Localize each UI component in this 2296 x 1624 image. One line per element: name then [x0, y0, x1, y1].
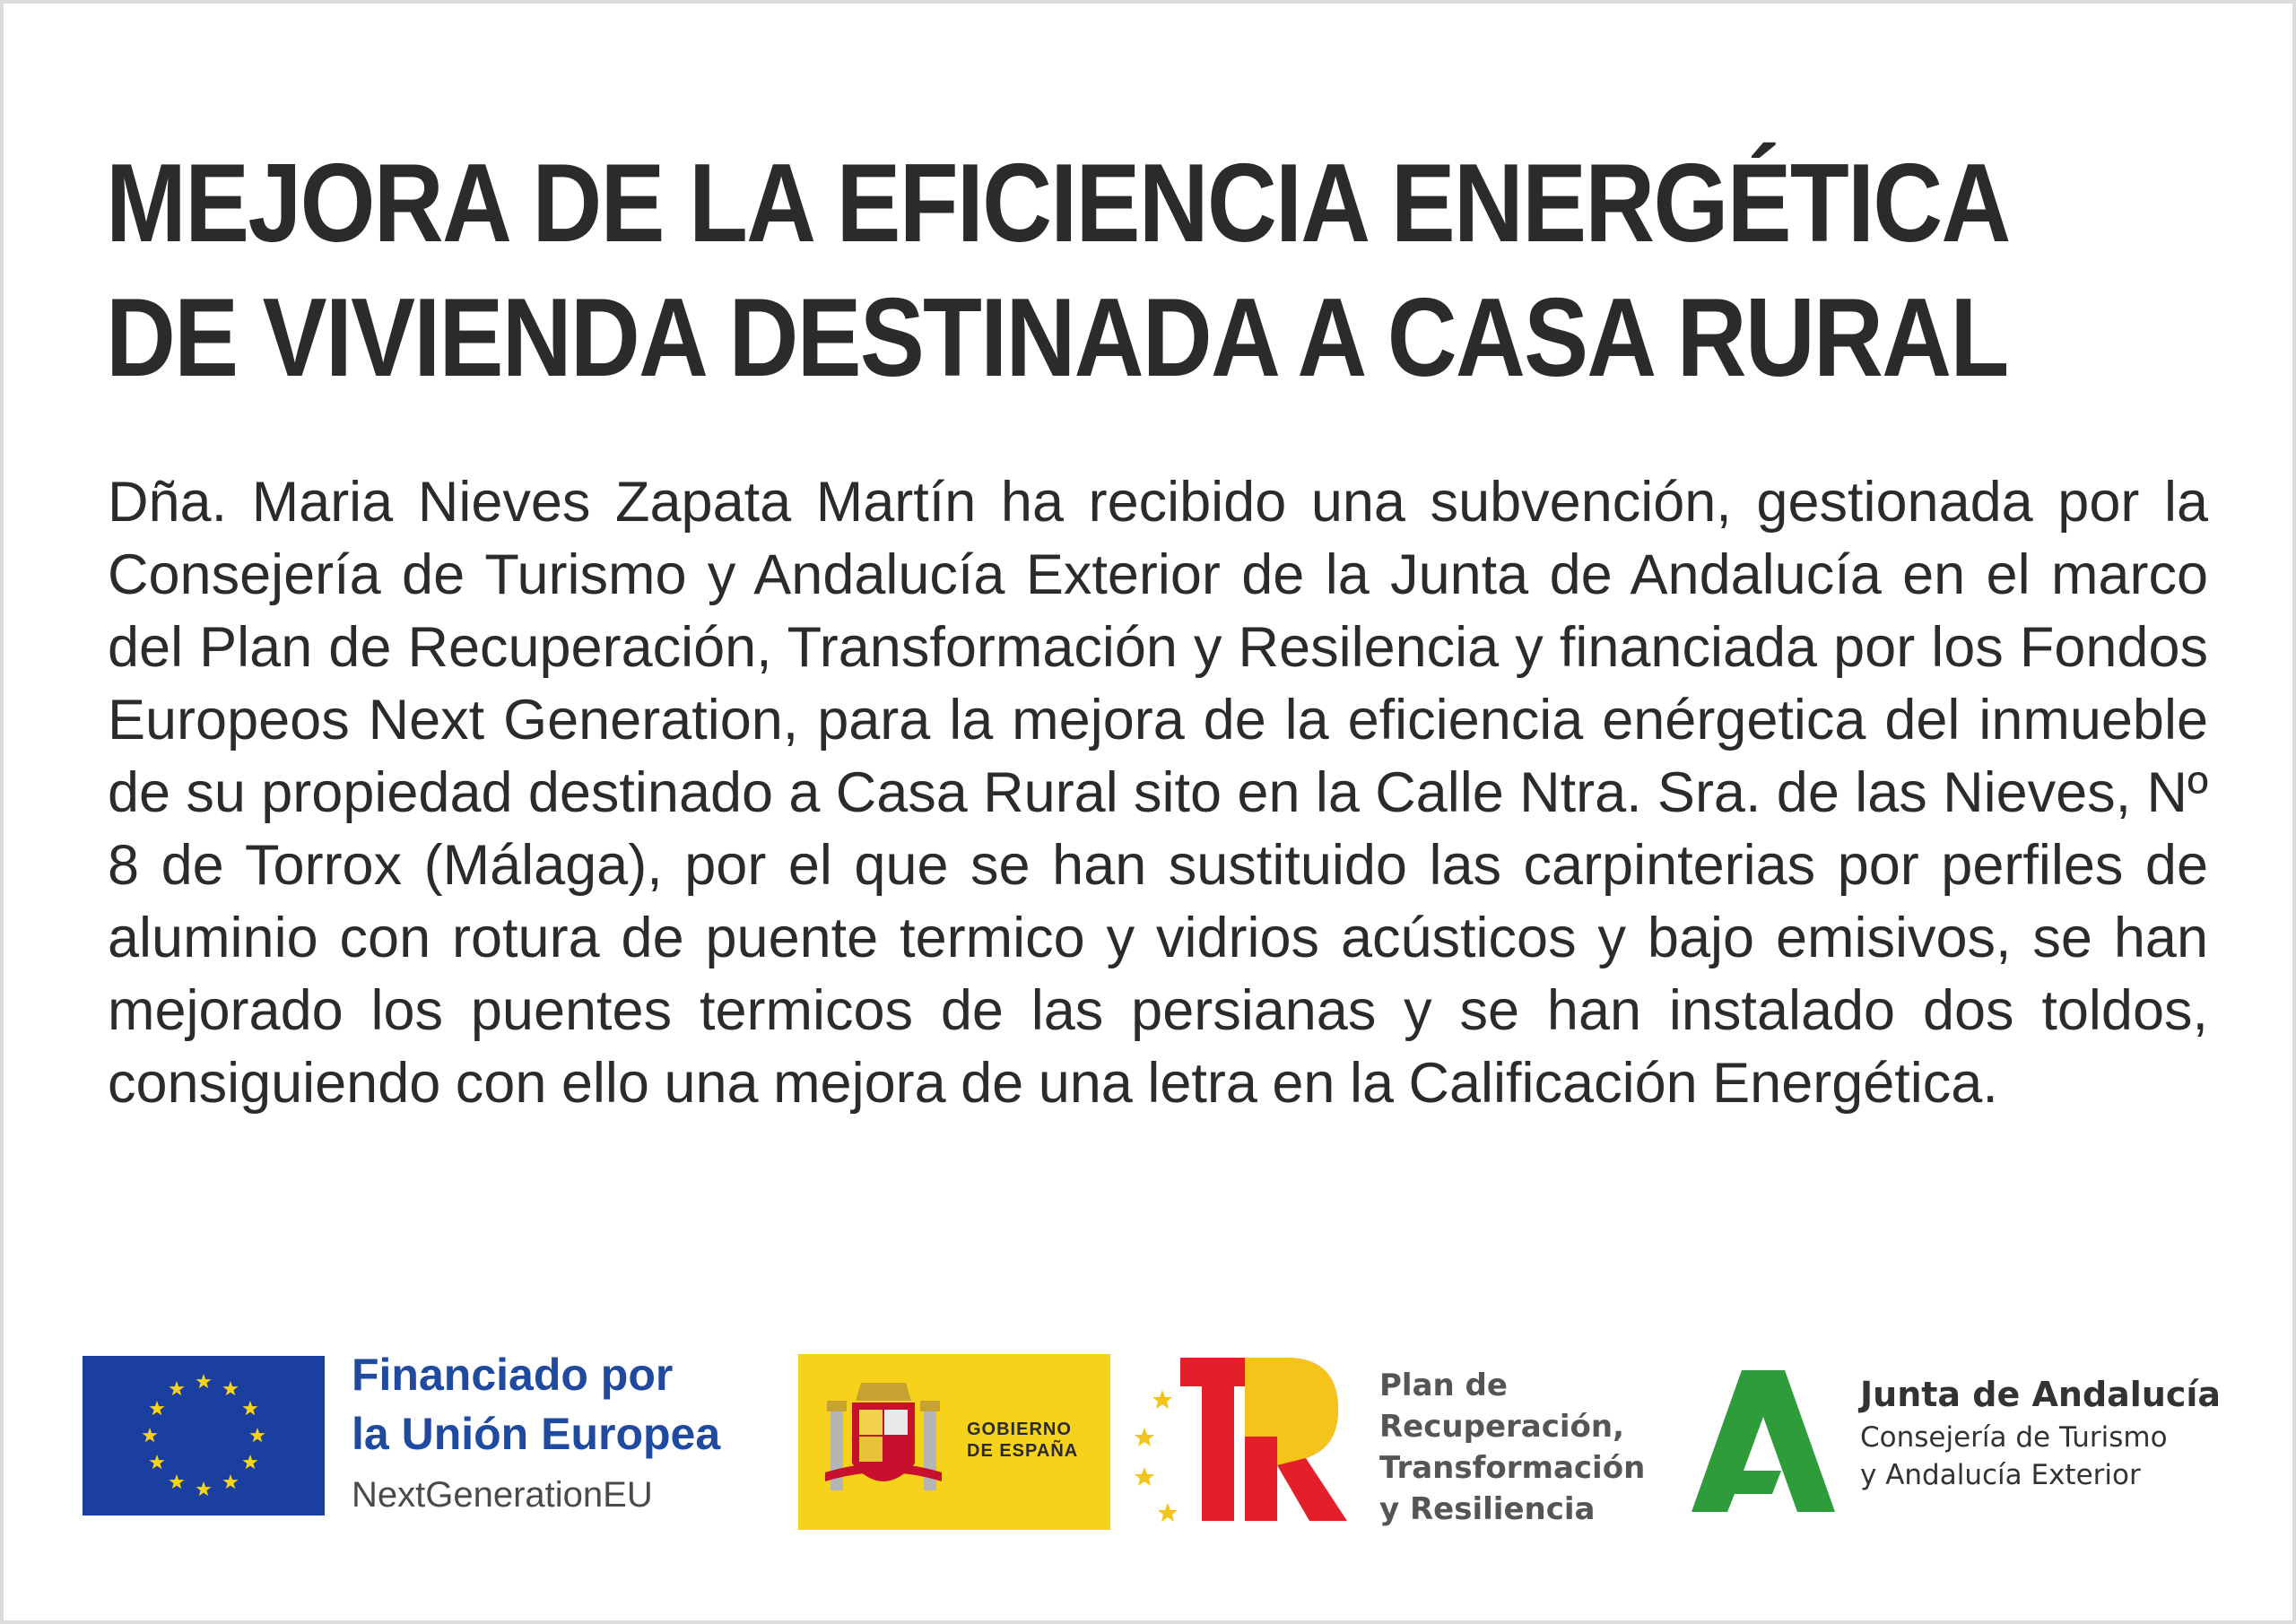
prtr-line-3: Transformación — [1379, 1450, 1646, 1486]
prtr-line-2: Recuperación, — [1379, 1409, 1624, 1445]
eu-stars-icon — [83, 1356, 325, 1515]
prtr-line-1: Plan de — [1379, 1368, 1508, 1403]
eu-star — [222, 1474, 238, 1489]
gobierno-line-2: DE ESPAÑA — [967, 1441, 1079, 1461]
eu-star — [169, 1381, 184, 1395]
prtr-line-4: y Resiliencia — [1379, 1491, 1596, 1527]
eu-star — [150, 1455, 165, 1469]
eu-star — [242, 1401, 257, 1415]
prtr-logo — [1126, 1350, 1351, 1530]
eu-star — [169, 1474, 184, 1489]
eu-star — [142, 1428, 157, 1442]
page-title — [106, 136, 2010, 405]
gobierno-espana-logo — [798, 1354, 1110, 1530]
body-paragraph: Dña. Maria Nieves Zapata Martín ha recibido una subvención, gestionada por la Consejería de Turismo y Andalucía Exterior de la Junta de Andalucía en el marco del Plan de Recuperación, Transformación y Resilencia y financiada por los Fondos Europeos Next Generation, para la mejora de la eficiencia enérgetica del inmueble de su propiedad destinado a Casa Rural sito en la Calle Ntra. Sra. de las Nieves, Nº 8 de Torrox (Málaga), por el que se han sustituido las carpinterias por perfiles de aluminio con rotura de puente termico y vidrios acústicos y bajo emisivos, se han mejorado los puentes termicos de las persianas y se han instalado dos toldos, consiguiendo con ello una mejora de una letra en la Calificación Energética. — [108, 471, 2208, 1115]
eu-line-1: Financiado por — [352, 1350, 674, 1400]
eu-line-2: la Unión Europea — [352, 1409, 721, 1459]
title-line-2: DE VIVIENDA DESTINADA A CASA RURAL — [106, 276, 2008, 400]
eu-star — [242, 1455, 257, 1469]
gobierno-text — [967, 1419, 1078, 1462]
eu-funding-text — [352, 1345, 720, 1523]
eu-star — [196, 1481, 211, 1496]
eu-star — [222, 1381, 238, 1395]
prtr-text — [1379, 1365, 1645, 1530]
junta-line-1: Consejería de Turismo — [1860, 1421, 2168, 1454]
eu-star — [150, 1401, 165, 1415]
eu-flag-logo — [83, 1356, 325, 1515]
eu-star — [249, 1428, 265, 1442]
junta-text — [1860, 1370, 2221, 1494]
eu-line-3: NextGenerationEU — [352, 1475, 653, 1515]
coat-of-arms-icon — [825, 1374, 942, 1508]
title-line-1: MEJORA DE LA EFICIENCIA ENERGÉTICA — [106, 142, 2010, 265]
gobierno-line-1: GOBIERNO — [967, 1420, 1072, 1439]
junta-title: Junta de Andalucía — [1860, 1375, 2222, 1414]
junta-andalucia-logo-icon — [1692, 1370, 1835, 1514]
junta-line-2: y Andalucía Exterior — [1860, 1459, 2141, 1491]
eu-star — [196, 1374, 211, 1388]
prtr-stars-icon — [1135, 1390, 1178, 1522]
